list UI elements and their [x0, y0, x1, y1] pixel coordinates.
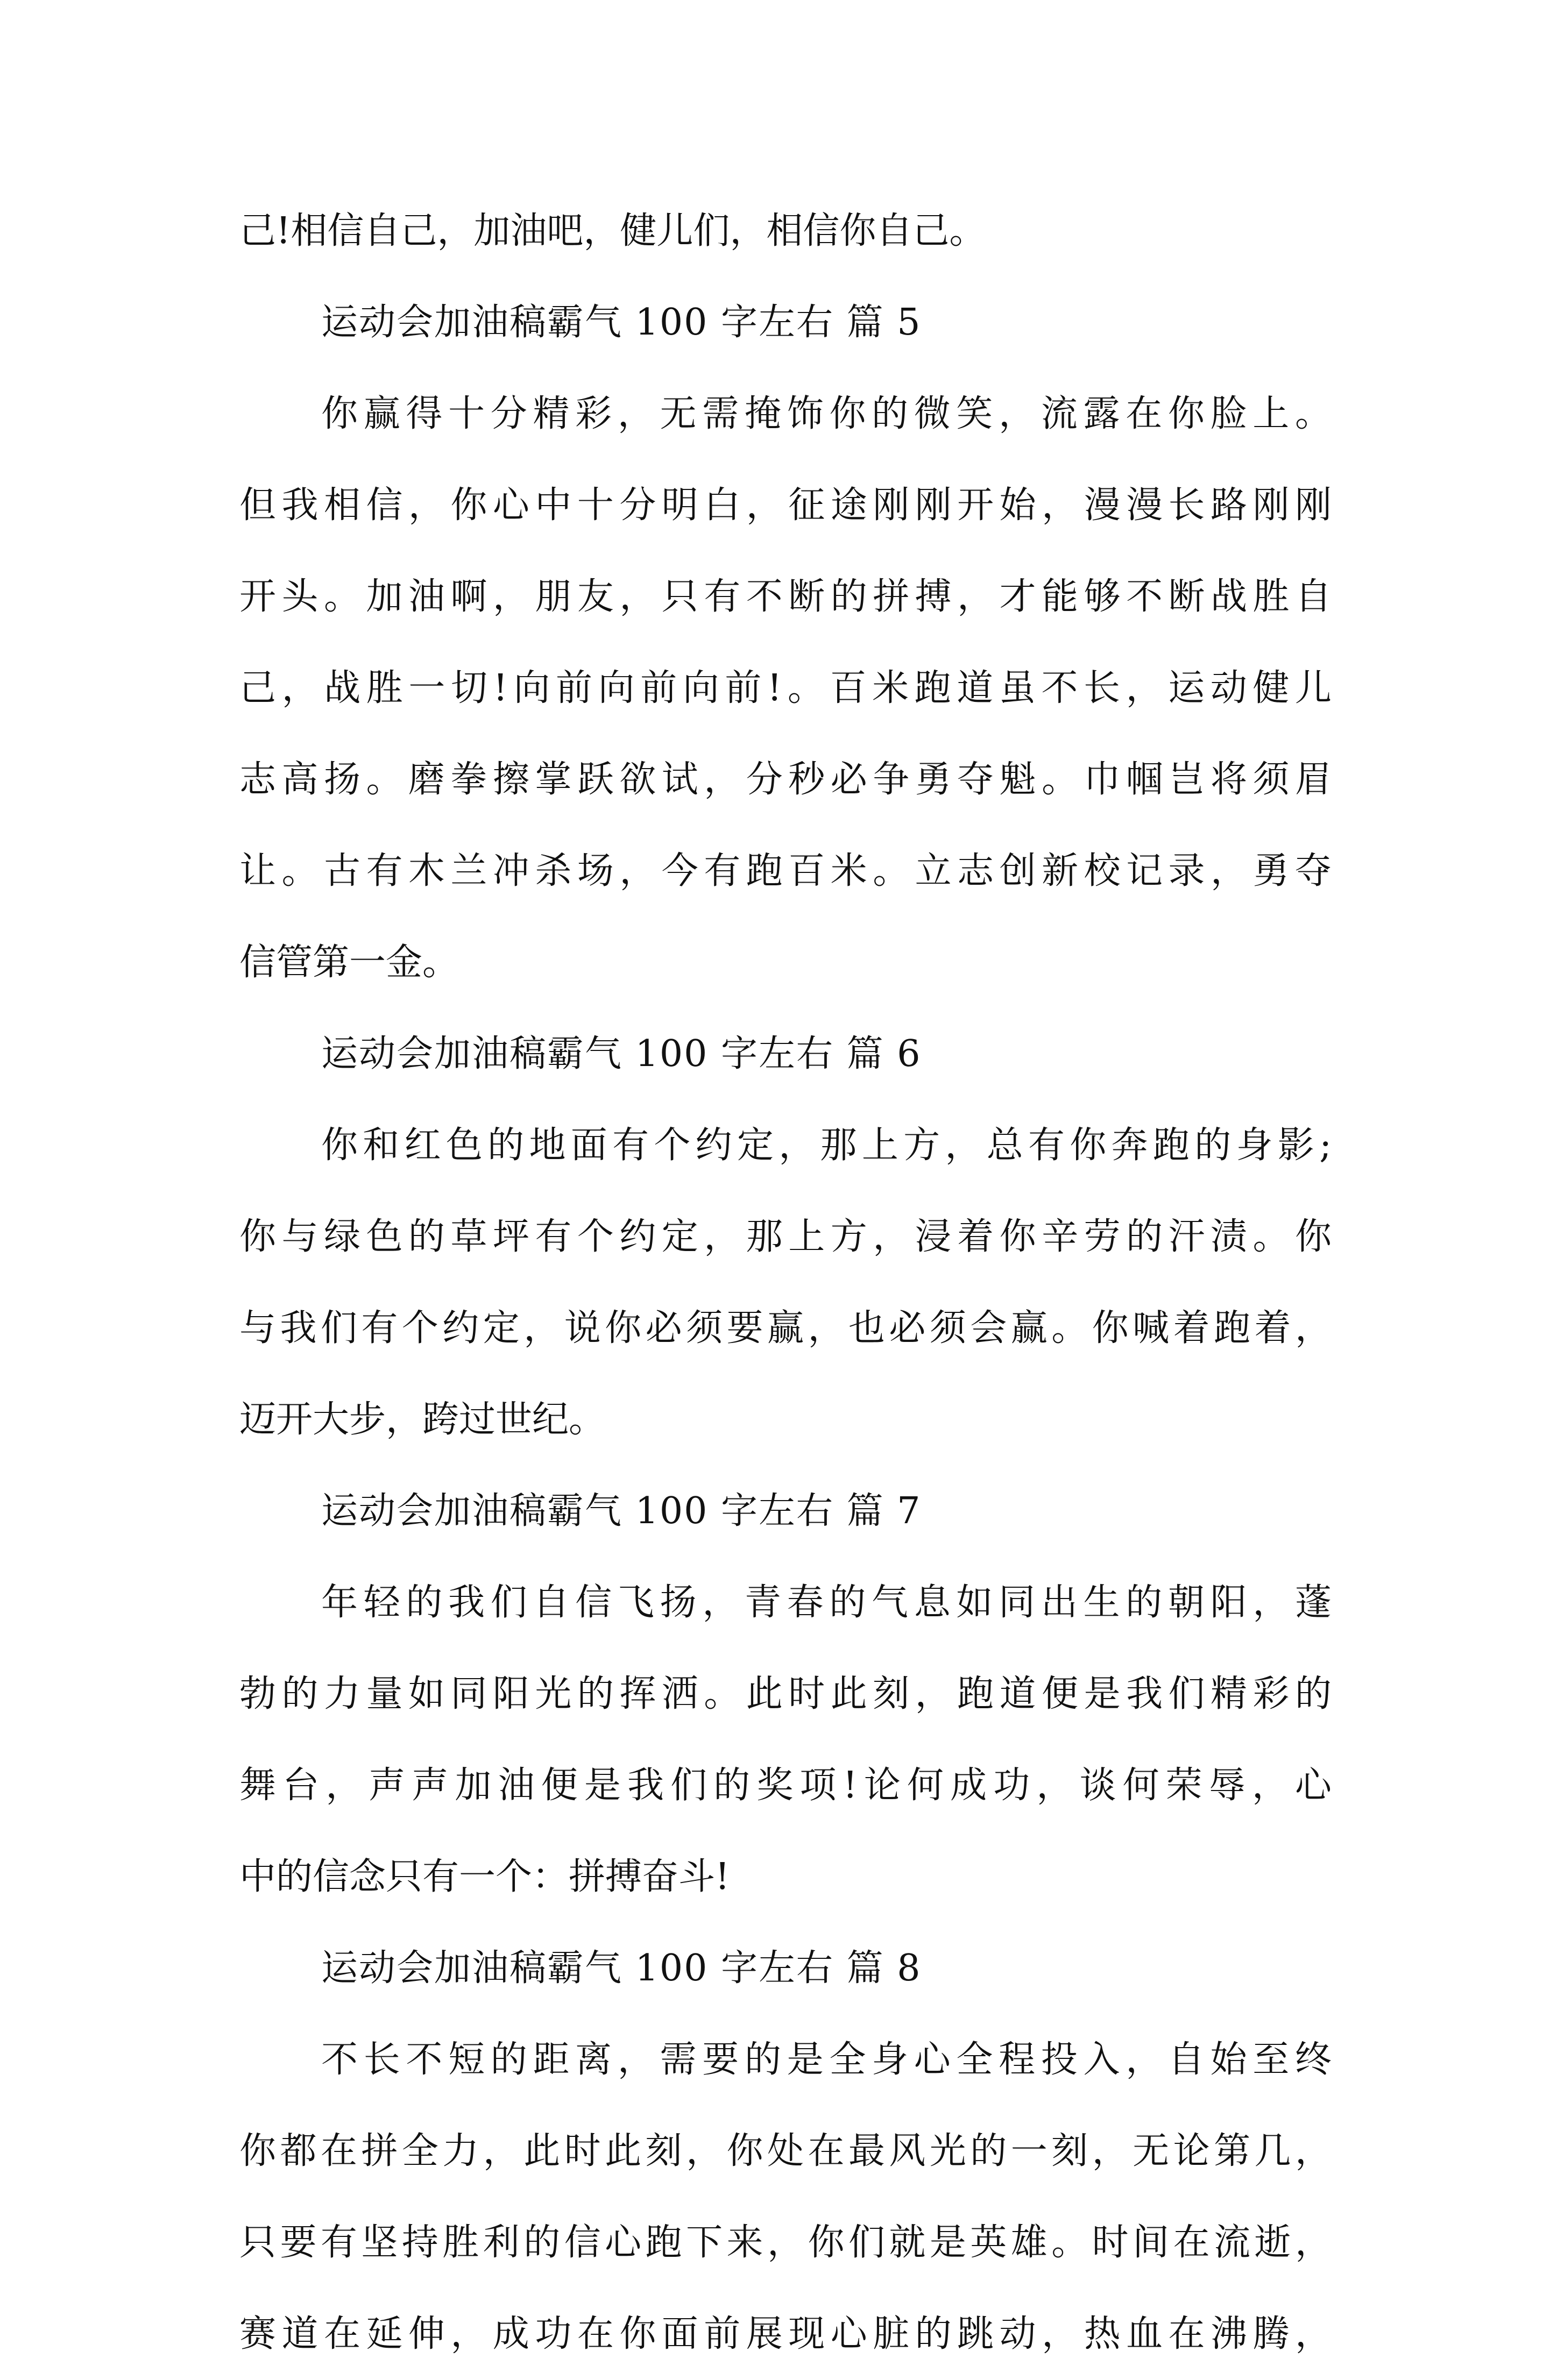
text-line: 中的信念只有一个：拼搏奋斗! [239, 1856, 730, 1898]
text-line: 开头。加油啊，朋友，只有不断的拼搏，才能够不断战胜自 [239, 576, 1332, 618]
section-heading: 运动会加油稿霸气 100 字左右 篇 7 [321, 1490, 922, 1532]
text-line: 但我相信，你心中十分明白，征途刚刚开始，漫漫长路刚刚 [239, 484, 1332, 527]
text-line: 你都在拼全力，此时此刻，你处在最风光的一刻，无论第几， [239, 2130, 1332, 2172]
text-line: 勃的力量如同阳光的挥洒。此时此刻，跑道便是我们精彩的 [239, 1673, 1332, 1715]
text-line: 迈开大步，跨过世纪。 [239, 1398, 606, 1441]
text-line: 你和红色的地面有个约定，那上方，总有你奔跑的身影; [321, 1124, 1332, 1167]
section-heading: 运动会加油稿霸气 100 字左右 篇 5 [321, 301, 922, 344]
text-line: 不长不短的距离，需要的是全身心全程投入，自始至终 [321, 2038, 1332, 2081]
text-line: 你与绿色的草坪有个约定，那上方，浸着你辛劳的汗渍。你 [239, 1216, 1332, 1258]
text-line: 你赢得十分精彩，无需掩饰你的微笑，流露在你脸上。 [321, 393, 1332, 435]
document-body [239, 186, 1332, 2380]
section-heading: 运动会加油稿霸气 100 字左右 篇 8 [321, 1947, 922, 1990]
text-line: 信管第一金。 [239, 941, 459, 984]
text-line: 己，战胜一切!向前向前向前!。百米跑道虽不长，运动健儿 [239, 667, 1332, 709]
text-line: 让。古有木兰冲杀场，今有跑百米。立志创新校记录，勇夺 [239, 850, 1332, 892]
text-line: 舞台，声声加油便是我们的奖项!论何成功，谈何荣辱，心 [239, 1764, 1332, 1807]
text-line: 只要有坚持胜利的信心跑下来，你们就是英雄。时间在流逝， [239, 2221, 1332, 2264]
text-line: 年轻的我们自信飞扬，青春的气息如同出生的朝阳，蓬 [321, 1581, 1332, 1624]
section-heading: 运动会加油稿霸气 100 字左右 篇 6 [321, 1033, 922, 1075]
text-line: 赛道在延伸，成功在你面前展现心脏的跳动，热血在沸腾， [239, 2313, 1332, 2355]
text-line: 志高扬。磨拳擦掌跃欲试，分秒必争勇夺魁。巾帼岂将须眉 [239, 758, 1332, 801]
text-line: 与我们有个约定，说你必须要赢，也必须会赢。你喊着跑着， [239, 1307, 1332, 1349]
text-line: 己!相信自己，加油吧，健儿们，相信你自己。 [239, 210, 986, 252]
